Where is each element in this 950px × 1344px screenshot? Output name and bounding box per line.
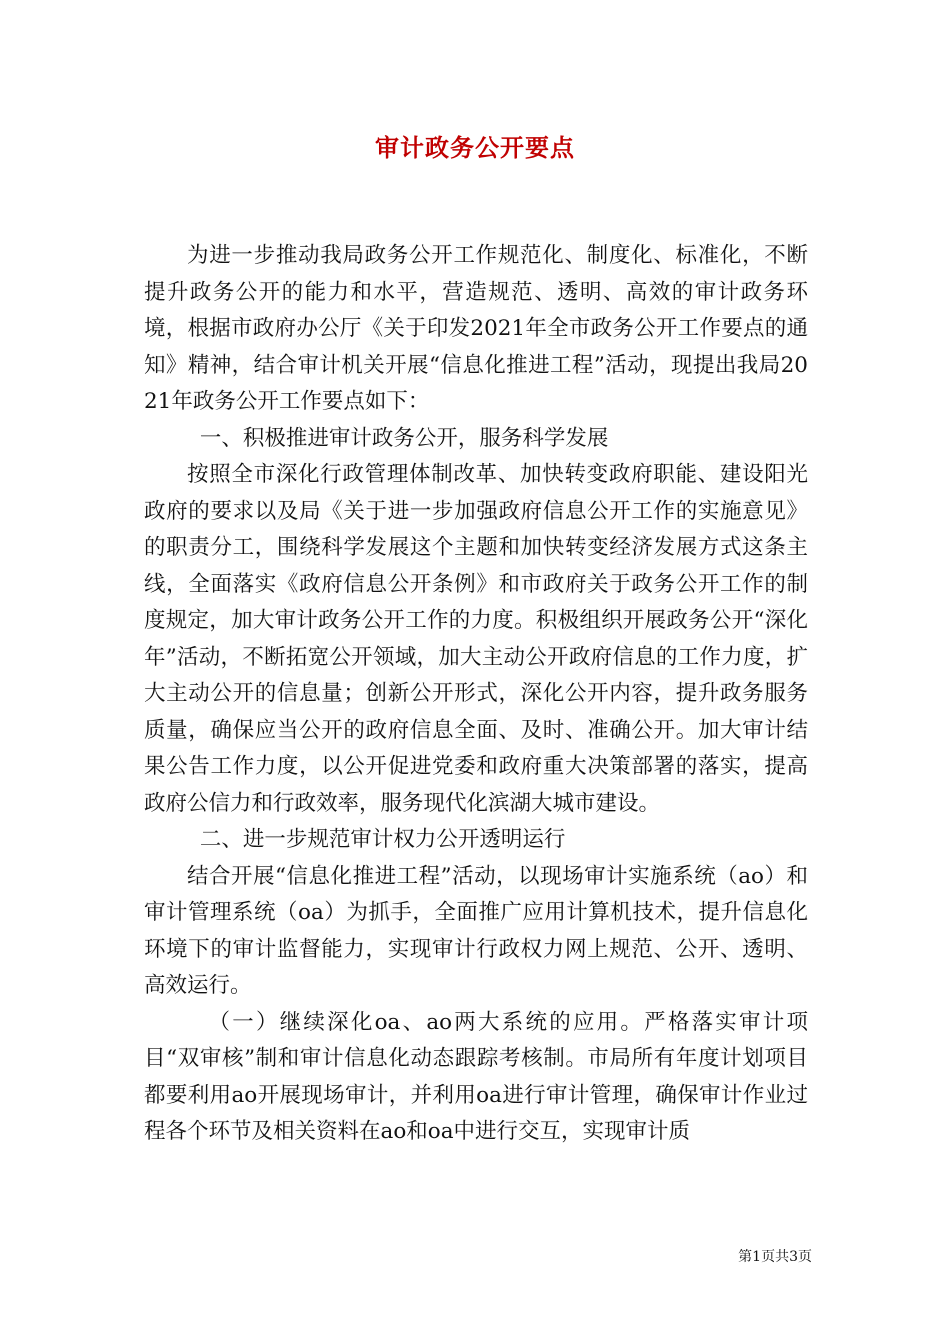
paragraph-section-1: 按照全市深化行政管理体制改革、加快转变政府职能、建设阳光政府的要求以及局《关于进一步加强政府信息公开工作的实施意见》的职责分工，围绕科学发展这个主题和加快转变经济发展方式这条主线，全面落实《政府信息公开条例》和市政府关于政务公开工作的制度规定，加大审计政务公开工作的力度。积极组织开展政务公开“深化年”活动，不断拓宽公开领域，加大主动公开政府信息的工作力度，扩大主动公开的信息量；创新公开形式，深化公开内容，提升政务服务质量，确保应当公开的政府信息全面、及时、准确公开。加大审计结果公告工作力度，以公开促进党委和政府重大决策部署的落实，提高政府公信力和行政效率，服务现代化滨湖大城市建设。 xyxy=(144,462,808,816)
document-body xyxy=(144,238,808,1151)
section-heading-1: 一、积极推进审计政务公开，服务科学发展 xyxy=(199,425,609,451)
document-title: 审计政务公开要点 xyxy=(375,133,575,162)
paragraph-intro: 为进一步推动我局政务公开工作规范化、制度化、标准化，不断提升政务公开的能力和水平，营造规范、透明、高效的审计政务环境，根据市政府办公厅《关于印发2021年全市政务公开工作要点的通知》精神，结合审计机关开展“信息化推进工程”活动，现提出我局2021年政务公开工作要点如下： xyxy=(144,243,808,414)
paragraph-section-2: 结合开展“信息化推进工程”活动，以现场审计实施系统（ao）和审计管理系统（oa）为抓手，全面推广应用计算机技术，提升信息化环境下的审计监督能力，实现审计行政权力网上规范、公开、透明、高效运行。 xyxy=(144,863,808,998)
section-heading-2: 二、进一步规范审计权力公开透明运行 xyxy=(199,827,566,852)
paragraph-subsection-1: （一）继续深化oa、ao两大系统的应用。严格落实审计项目“双审核”制和审计信息化动态跟踪考核制。市局所有年度计划项目都要利用ao开展现场审计，并利用oa进行审计管理，确保审计作业过程各个环节及相关资料在ao和oa中进行交互，实现审计质 xyxy=(144,1009,808,1144)
page-number: 第1页共3页 xyxy=(738,1249,812,1265)
